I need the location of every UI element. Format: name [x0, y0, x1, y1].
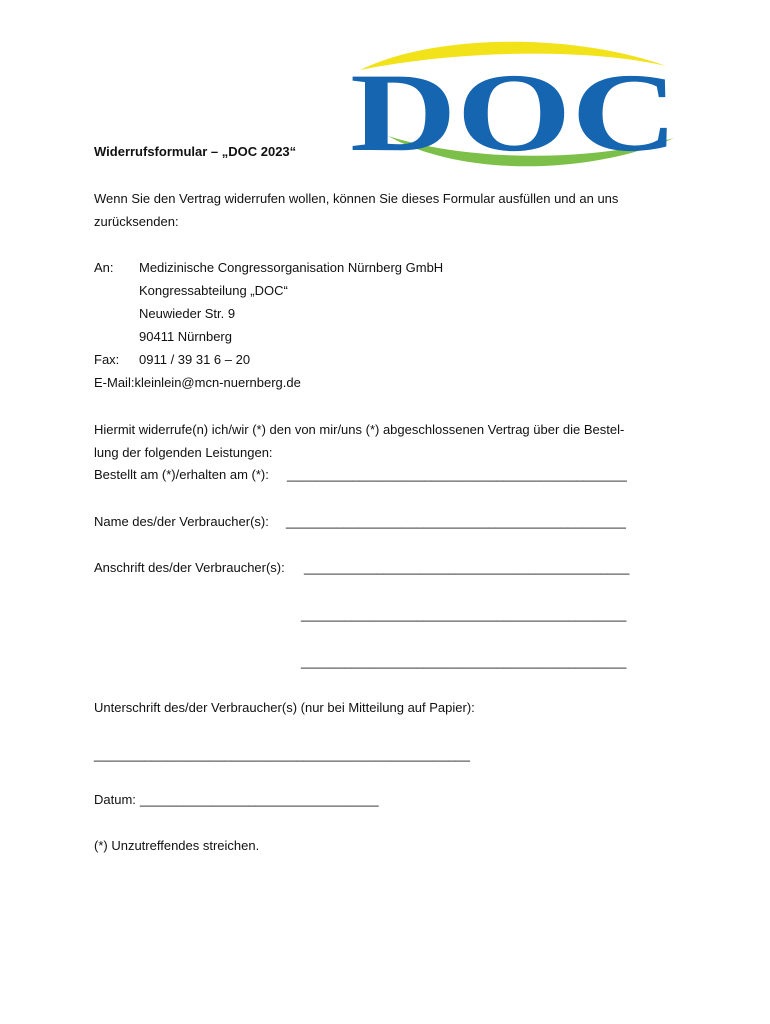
consumer-address-fill-line-3[interactable]: _____________________________________________	[301, 654, 627, 669]
email-line: E-Mail:kleinlein@mcn-nuernberg.de	[94, 375, 301, 390]
name-fill-line[interactable]: _______________________________________________	[286, 514, 626, 529]
intro-line-1: Wenn Sie den Vertrag widerrufen wollen, können Sie dieses Formular ausfüllen und an uns	[94, 191, 619, 206]
date-fill-line[interactable]: _________________________________	[140, 792, 379, 807]
consumer-address-label: Anschrift des/der Verbraucher(s):	[94, 560, 285, 575]
consumer-address-fill-line-1[interactable]: _____________________________________________	[304, 560, 630, 575]
form-title: Widerrufsformular – „DOC 2023“	[94, 144, 297, 159]
to-label: An:	[94, 260, 114, 275]
consumer-address-fill-line-2[interactable]: _____________________________________________	[301, 607, 627, 622]
logo-text: DOC	[350, 51, 678, 170]
address-line-company: Medizinische Congressorganisation Nürnberg GmbH	[139, 260, 444, 275]
doc-logo	[348, 40, 680, 170]
ordered-fill-line[interactable]: _______________________________________________	[287, 467, 627, 482]
signature-fill-line[interactable]: ____________________________________________________	[94, 747, 470, 762]
signature-label: Unterschrift des/der Verbraucher(s) (nur bei Mitteilung auf Papier):	[94, 700, 475, 715]
name-label: Name des/der Verbraucher(s):	[94, 514, 269, 529]
ordered-label: Bestellt am (*)/erhalten am (*):	[94, 467, 269, 482]
footnote: (*) Unzutreffendes streichen.	[94, 838, 260, 853]
withdraw-line-1: Hiermit widerrufe(n) ich/wir (*) den von mir/uns (*) abgeschlossenen Vertrag über die Bestel-	[94, 422, 625, 437]
date-label: Datum:	[94, 792, 136, 807]
fax-label: Fax:	[94, 352, 120, 367]
intro-line-2: zurücksenden:	[94, 214, 179, 229]
address-line-street: Neuwieder Str. 9	[139, 306, 236, 321]
address-line-department: Kongressabteilung „DOC“	[139, 283, 288, 298]
fax-value: 0911 / 39 31 6 – 20	[139, 352, 251, 367]
withdraw-line-2: lung der folgenden Leistungen:	[94, 445, 273, 460]
address-line-city: 90411 Nürnberg	[139, 329, 232, 344]
